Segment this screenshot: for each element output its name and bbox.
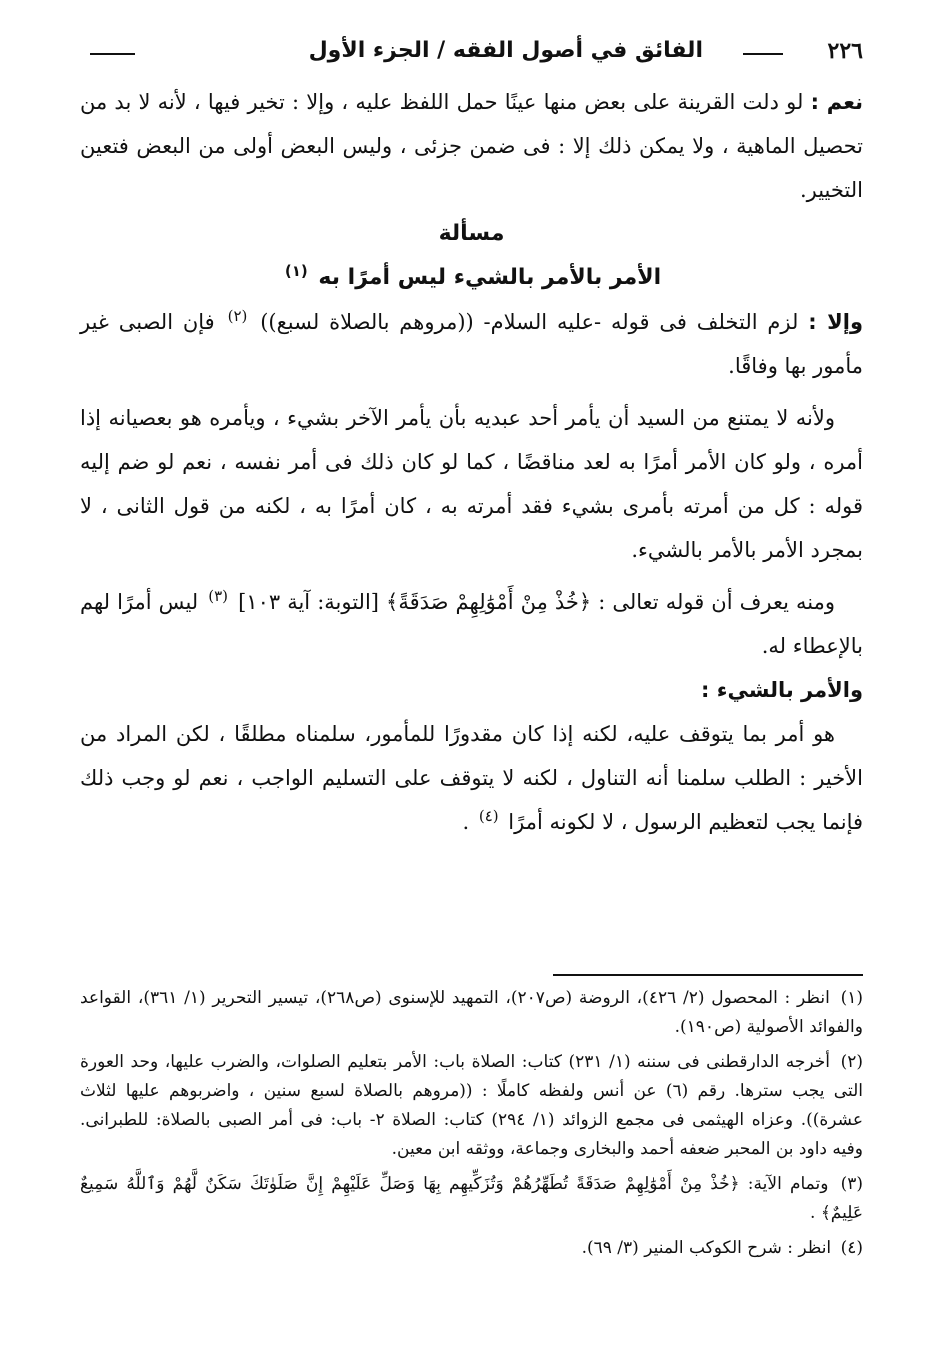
running-header: [80, 30, 863, 80]
paragraph-1-text-a: لزم التخلف فى قوله -عليه السلام- ((مروهم بالصلاة لسبع)): [260, 310, 799, 334]
footnotes: [80, 984, 863, 1269]
header-rule: [90, 53, 135, 55]
footnote-text: أخرجه الدارقطنى فى سننه (١/ ٢٣١) كتاب: الصلاة باب: الأمر بتعليم الصلوات، والضرب عليها، وحد العورة التى يجب سترها. رقم (٦) عن أنس ولفظه كاملًا : ((مروهم بالصلاة لسبع سنين ، واضربوهم عليها لثلاث عشرة)). وعزاه الهيثمى فى مجمع الزوائد (١/ ٢٩٤) كتاب: الصلاة ٢- باب: فى أمر الصبى بالصلاة: للطبرانى. وفيه داود بن المحبر ضعفه أحمد والبخارى وجماعة، ووثقه ابن معين.: [80, 1052, 863, 1159]
paragraph-1: [80, 300, 863, 388]
running-title: الفائق في أصول الفقه / الجزء الأول: [308, 38, 703, 63]
paragraph-3-text-b: ليس أمرًا لهم بالإعطاء له.: [80, 590, 863, 658]
book-page: [80, 30, 863, 1326]
section-heading: مسألة: [438, 221, 505, 246]
paragraph-3: [80, 580, 863, 668]
paragraph-4-end: .: [462, 810, 470, 834]
paragraph-2: ولأنه لا يمتنع من السيد أن يأمر أحد عبديه بأن يأمر الآخر بشيء ، ويأمره هو بعصيانه إذا أمره ، ولو كان الأمر أمرًا به لعد مناقضًا ، كما لو كان ذلك فى أمر نفسه ، نعم لو ضم إليه قوله : كل من أمرته بأمرى بشيء فقد أمرته به ، كان أمرًا به ، لكنه من قول الثانى ، لا بمجرد الأمر بالأمر بالشيء.: [80, 406, 863, 562]
footnote-ref-4[interactable]: (٤): [478, 807, 499, 825]
paragraph-4-text: هو أمر بما يتوقف عليه، لكنه إذا كان مقدورًا للمأمور، سلمناه مطلقًا ، لكن المراد من الأخير : الطلب سلمنا أنه التناول ، لكنه لا يتوقف على التسليم الواجب ، نعم لو وجب ذلك فإنما يجب لتعظيم الرسول ، لا لكونه أمرًا: [80, 722, 863, 834]
header-rule: [743, 53, 783, 55]
footnote-1: [80, 984, 863, 1042]
footnote-4: [80, 1234, 863, 1263]
paragraph-3-text-a: ومنه يعرف أن قوله تعالى : ﴿خُذْ مِنْ أَمْوَٰلِهِمْ صَدَقَةً﴾ [التوبة: آية ١٠٣]: [238, 590, 835, 614]
intro-paragraph: [80, 80, 863, 212]
footnote-text: انظر : المحصول (٢/ ٤٢٦)، الروضة (ص٢٠٧)، التمهيد للإسنوى (ص٢٦٨)، تيسير التحرير (١/ ٣٦١)، القواعد والفوائد الأصولية (ص١٩٠).: [80, 988, 863, 1037]
footnote-ref-2[interactable]: (٢): [227, 307, 248, 325]
footnote-separator: [553, 974, 863, 976]
footnote-ref-1[interactable]: (١): [284, 261, 308, 280]
section-subheading: [80, 256, 863, 300]
intro-lead: نعم :: [810, 90, 863, 114]
footnote-number: (٣): [840, 1174, 863, 1194]
paragraph-1-text-b: فإن الصبى غير مأمور بها وفاقًا.: [80, 310, 863, 378]
footnote-ref-3[interactable]: (٣): [208, 587, 229, 605]
paragraph-4: [80, 712, 863, 844]
footnote-number: (٢): [840, 1052, 863, 1072]
footnote-2: [80, 1048, 863, 1164]
footnote-3: [80, 1170, 863, 1228]
footnote-number: (١): [840, 988, 864, 1008]
subheading-text: الأمر بالأمر بالشيء ليس أمرًا به: [318, 265, 662, 290]
main-text: [80, 80, 863, 844]
page-number: ٢٢٦: [827, 38, 863, 64]
intro-text: لو دلت القرينة على بعض منها عينًا حمل اللفظ عليه ، وإلا : تخير فيها ، لأنه لا بد من تحصيل الماهية ، ولا يمكن ذلك إلا : فى ضمن جزئى ، وليس البعض أولى من البعض فتعين التخيير.: [80, 90, 863, 202]
footnote-text: وتمام الآية: ﴿خُذْ مِنْ أَمْوَٰلِهِمْ صَدَقَةً تُطَهِّرُهُمْ وَتُزَكِّيهِم بِهَا وَصَلِّ عَلَيْهِمْ إِنَّ صَلَوٰتَكَ سَكَنٌ لَّهُمْ وَٱللَّهُ سَمِيعٌ عَلِيمٌ﴾ .: [80, 1174, 863, 1223]
footnote-number: (٤): [840, 1238, 863, 1258]
paragraph-1-lead: وإلا :: [808, 310, 863, 334]
subheading-al-amr: والأمر بالشيء :: [701, 678, 863, 702]
footnote-text: انظر : شرح الكوكب المنير (٣/ ٦٩).: [581, 1238, 832, 1258]
